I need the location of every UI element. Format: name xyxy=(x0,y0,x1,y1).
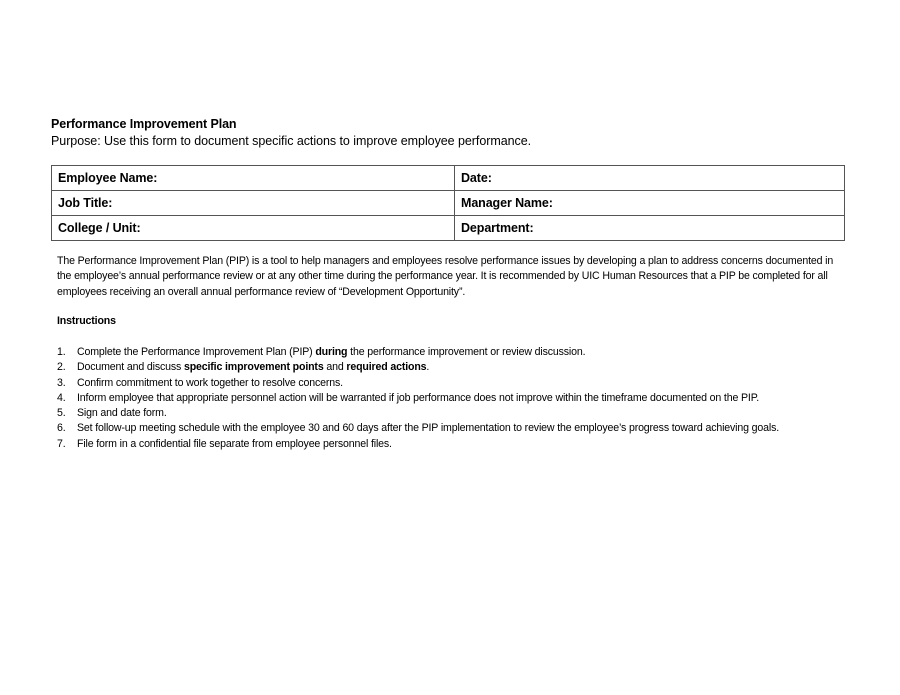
list-item-number: 3. xyxy=(57,376,66,389)
list-item-text: Confirm commitment to work together to resolve concerns. xyxy=(77,376,343,389)
list-item-number: 6. xyxy=(57,422,66,435)
list-item-number: 7. xyxy=(57,437,66,450)
list-item xyxy=(57,360,847,375)
job-title-field[interactable]: Job Title: xyxy=(52,191,455,216)
list-item xyxy=(57,406,847,421)
list-item-text: Sign and date form. xyxy=(77,407,167,420)
list-item-text: . xyxy=(426,361,430,374)
table-row xyxy=(52,166,845,191)
list-item-bold-text: during xyxy=(315,346,348,358)
list-item-text: and xyxy=(323,361,347,374)
list-item-number: 2. xyxy=(57,361,66,374)
list-item-text: Set follow-up meeting schedule with the employee 30 and 60 days after the PIP implementation to review the employee’s progress toward achieving goals. xyxy=(77,422,780,435)
list-item xyxy=(57,345,847,360)
college-unit-field[interactable]: College / Unit: xyxy=(52,216,455,241)
list-item xyxy=(57,391,847,406)
manager-name-field[interactable]: Manager Name: xyxy=(455,191,845,216)
list-item-bold-text: specific improvement points xyxy=(183,361,324,374)
table-row xyxy=(52,191,845,216)
date-field[interactable]: Date: xyxy=(455,166,845,191)
list-item-number: 4. xyxy=(57,391,66,404)
employee-info-table xyxy=(51,165,845,241)
list-item-number: 5. xyxy=(57,407,66,420)
list-item-text: File form in a confidential file separate from employee personnel files. xyxy=(77,437,392,450)
list-item-number: 1. xyxy=(57,346,66,358)
table-row xyxy=(52,216,845,241)
intro-paragraph: The Performance Improvement Plan (PIP) is a tool to help managers and employees resolve performance issues by developing a plan to address concerns documented in the employee’s annual performance review or at any other time during the performance year. It is recommended by UIC Human Resources that a PIP be completed for all employees receiving an overall annual performance review of “Development Opportunity”. xyxy=(57,255,834,298)
list-item-bold-text: required actions xyxy=(346,361,427,374)
employee-name-field[interactable]: Employee Name: xyxy=(52,166,455,191)
instructions-heading: Instructions xyxy=(57,315,116,327)
list-item-text: Inform employee that appropriate personnel action will be warranted if job performance does not improve within the timeframe documented on the PIP. xyxy=(77,391,760,404)
list-item xyxy=(57,421,847,436)
list-item-text: Complete the Performance Improvement Plan (PIP) xyxy=(77,346,316,358)
list-item-text: Document and discuss xyxy=(77,361,184,374)
document-purpose: Purpose: Use this form to document specific actions to improve employee performance. xyxy=(51,134,532,148)
list-item xyxy=(57,437,847,452)
department-field[interactable]: Department: xyxy=(455,216,845,241)
document-title: Performance Improvement Plan xyxy=(51,117,237,131)
instructions-list xyxy=(57,345,847,452)
list-item xyxy=(57,376,847,391)
list-item-text: the performance improvement or review discussion. xyxy=(347,346,586,358)
